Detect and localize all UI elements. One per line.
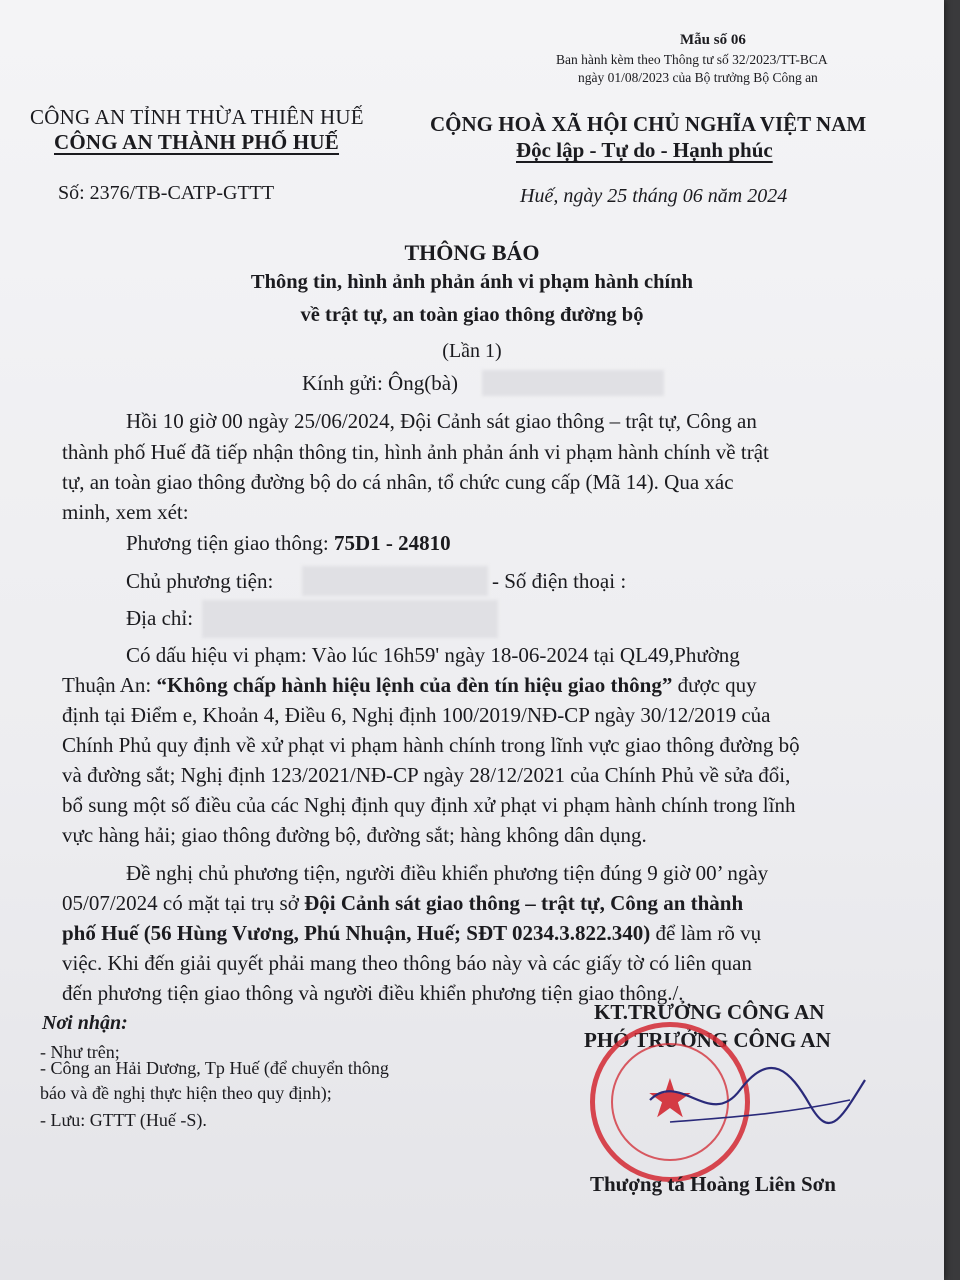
recipients-item-3: - Lưu: GTTT (Huế -S). [40, 1110, 207, 1130]
request-line4: việc. Khi đến giải quyết phải mang theo thông báo này và các giấy tờ có liên quan [62, 951, 752, 975]
agency-city-text: CÔNG AN THÀNH PHỐ HUẾ [54, 130, 340, 154]
violation-line2-pre: Thuận An: [62, 673, 157, 697]
redacted-address [202, 600, 498, 638]
recipients-item-2a: - Công an Hải Dương, Tp Huế (để chuyển thông [40, 1058, 389, 1078]
request-line3 [62, 918, 761, 949]
star-icon: ★ [645, 1069, 695, 1129]
nation-motto [516, 138, 773, 163]
doc-number: Số: 2376/TB-CATP-GTTT [58, 182, 275, 204]
recipients-title: Nơi nhận: [42, 1012, 128, 1034]
handwritten-signature [640, 1060, 870, 1140]
signature-title-1: KT.TRƯỞNG CÔNG AN [594, 1000, 825, 1024]
doc-subtitle-1: Thông tin, hình ảnh phản ánh vi phạm hành chính [250, 271, 694, 293]
redacted-owner [302, 566, 488, 596]
signer-name: Thượng tá Hoàng Liên Sơn [590, 1172, 836, 1196]
form-number: Mẫu số 06 [680, 32, 746, 48]
violation-line3: định tại Điểm e, Khoản 4, Điều 6, Nghị định 100/2019/NĐ-CP ngày 30/12/2019 của [62, 703, 771, 727]
p1-line4: minh, xem xét: [62, 500, 189, 524]
nation-title: CỘNG HOÀ XÃ HỘI CHỦ NGHĨA VIỆT NAM [430, 112, 867, 136]
p1-line2: thành phố Huế đã tiếp nhận thông tin, hình ảnh phản ánh vi phạm hành chính về trật [62, 440, 769, 464]
doc-date: Huế, ngày 25 tháng 06 năm 2024 [520, 185, 788, 207]
phone-label: - Số điện thoại : [492, 569, 627, 593]
recipients-item-1: - Như trên; [40, 1042, 120, 1062]
doc-subtitle-2: về trật tự, an toàn giao thông đường bộ [300, 304, 644, 326]
violation-line7: vực hàng hải; giao thông đường bộ, đường sắt; hàng không dân dụng. [62, 823, 647, 847]
vehicle-line [126, 528, 451, 559]
signature-title-2: PHÓ TRƯỞNG CÔNG AN [584, 1028, 831, 1052]
address-label: Địa chỉ: [126, 606, 194, 630]
violation-line5: và đường sắt; Nghị định 123/2021/NĐ-CP ngày 28/12/2021 của Chính Phủ về sửa đổi, [62, 763, 791, 787]
vehicle-plate: 75D1 - 24810 [333, 531, 451, 555]
violation-offence: “Không chấp hành hiệu lệnh của đèn tín hiệu giao thông” [156, 673, 673, 697]
p1-line3: tự, an toàn giao thông đường bộ do cá nhân, tổ chức cung cấp (Mã 14). Qua xác [62, 470, 734, 494]
violation-line6: bổ sung một số điều của các Nghị định quy định xử phạt vi phạm hành chính trong lĩnh [62, 793, 796, 817]
request-line5: đến phương tiện giao thông và người điều khiển phương tiện giao thông./. [62, 981, 684, 1005]
nation-motto-text: Độc lập - Tự do - Hạnh phúc [516, 138, 773, 162]
request-line2 [62, 888, 743, 919]
request-line3-post: để làm rõ vụ [650, 921, 762, 945]
form-issued-line1: Ban hành kèm theo Thông tư số 32/2023/TT-BCA [556, 52, 828, 67]
redacted-recipient-name [482, 370, 664, 396]
violation-line2-post: được quy [672, 673, 757, 697]
request-line2-pre: 05/07/2024 có mặt tại trụ sở [62, 891, 305, 915]
agency-province: CÔNG AN TỈNH THỪA THIÊN HUẾ [30, 105, 364, 129]
vehicle-label: Phương tiện giao thông: [126, 531, 334, 555]
agency-city [54, 130, 339, 155]
owner-label: Chủ phương tiện: [126, 569, 274, 593]
p1-line1: Hồi 10 giờ 00 ngày 25/06/2024, Đội Cảnh sát giao thông – trật tự, Công an [126, 409, 757, 433]
recipient-label: Kính gửi: Ông(bà) [302, 371, 459, 395]
violation-line4: Chính Phủ quy định về xử phạt vi phạm hành chính trong lĩnh vực giao thông đường bộ [62, 733, 800, 757]
violation-line2 [62, 670, 757, 701]
doc-subtitle-3: (Lần 1) [442, 340, 502, 362]
form-issued-line2: ngày 01/08/2023 của Bộ trưởng Bộ Công an [578, 70, 818, 85]
request-office: Đội Cảnh sát giao thông – trật tự, Công an thành [304, 891, 744, 915]
doc-title: THÔNG BÁO [404, 240, 540, 265]
request-line1: Đề nghị chủ phương tiện, người điều khiển phương tiện đúng 9 giờ 00’ ngày [126, 861, 769, 885]
violation-line1: Có dấu hiệu vi phạm: Vào lúc 16h59' ngày 18-06-2024 tại QL49,Phường [126, 643, 740, 667]
request-office-address: phố Huế (56 Hùng Vương, Phú Nhuận, Huế; SĐT 0234.3.822.340) [62, 921, 651, 945]
recipients-item-2b: báo và đề nghị thực hiện theo quy định); [40, 1083, 332, 1103]
